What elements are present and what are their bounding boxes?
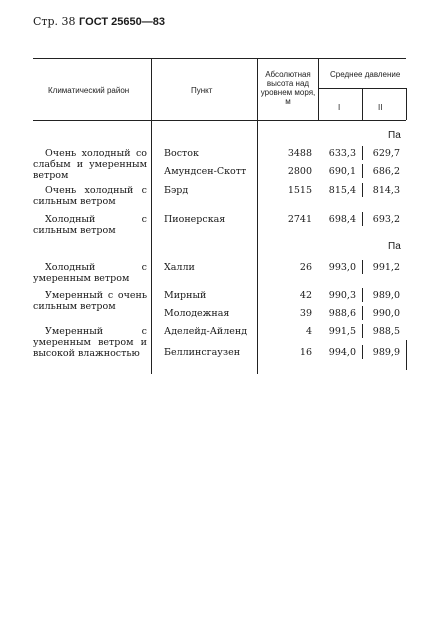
pressure-ii-value: 991,2 — [372, 262, 400, 273]
altitude-value: 39 — [299, 308, 312, 319]
pressure-i-value: 988,6 — [328, 308, 356, 319]
pressure-i-value: 698,4 — [328, 214, 356, 225]
altitude-value: 26 — [299, 262, 312, 273]
column-tick — [362, 288, 363, 302]
pressure-ii-value: 629,7 — [372, 148, 400, 159]
pressure-i-value: 690,1 — [328, 166, 356, 177]
header-bottom-rule — [33, 120, 406, 121]
pressure-i-value: 994,0 — [328, 347, 356, 358]
region-label: Очень холодный с сильным ветром — [33, 185, 147, 207]
pressure-i-value: 991,5 — [328, 326, 356, 337]
pressure-i-value: 815,4 — [328, 185, 356, 196]
region-label: Умеренный с умеренным ветром и высокой влажностью — [33, 326, 147, 359]
altitude-value: 42 — [299, 290, 312, 301]
point-name: Молодежная — [164, 308, 230, 319]
standard-id: ГОСТ 25650—83 — [79, 16, 165, 28]
altitude-value: 1515 — [287, 185, 312, 196]
col-divider-1 — [151, 58, 152, 374]
altitude-value: 2741 — [287, 214, 312, 225]
altitude-value: 16 — [299, 347, 312, 358]
column-tick — [362, 212, 363, 226]
col-divider-5 — [406, 88, 407, 120]
col-header-sub-ii: II — [378, 103, 383, 112]
col-header-region: Климатический район — [48, 86, 130, 95]
column-tick — [362, 146, 363, 160]
column-tick — [362, 345, 363, 359]
col-header-altitude: Абсолютная высота над уровнем моря, м — [260, 70, 316, 106]
point-name: Мирный — [164, 290, 207, 301]
pressure-ii-value: 686,2 — [372, 166, 400, 177]
pressure-i-value: 633,3 — [328, 148, 356, 159]
region-label: Холодный с сильным ветром — [33, 214, 147, 236]
column-tick — [406, 340, 407, 370]
pressure-i-value: 990,3 — [328, 290, 356, 301]
point-name: Восток — [164, 148, 199, 159]
column-tick — [362, 306, 363, 320]
column-tick — [362, 183, 363, 197]
altitude-value: 3488 — [287, 148, 312, 159]
page-header — [33, 15, 165, 28]
col-divider-2 — [257, 58, 258, 374]
point-name: Беллинсгаузен — [164, 347, 241, 358]
region-label: Холодный с умеренным ветром — [33, 262, 147, 284]
page-number: Стр. 38 — [33, 15, 76, 28]
column-tick — [362, 260, 363, 274]
pressure-ii-value: 989,9 — [372, 347, 400, 358]
col-header-point: Пункт — [191, 86, 213, 95]
point-name: Амундсен-Скотт — [164, 166, 247, 177]
unit-label-pa: Па — [388, 241, 401, 252]
column-tick — [362, 324, 363, 338]
point-name: Бэрд — [164, 185, 189, 196]
region-label: Умеренный с очень сильным ветром — [33, 290, 147, 312]
col-divider-4 — [362, 88, 363, 120]
unit-label-pa: Па — [388, 130, 401, 141]
point-name: Халли — [164, 262, 195, 273]
altitude-value: 2800 — [287, 166, 312, 177]
col-header-pressure: Среднее давление — [330, 70, 401, 79]
altitude-value: 4 — [305, 326, 312, 337]
col-divider-3 — [318, 58, 319, 120]
pressure-ii-value: 693,2 — [372, 214, 400, 225]
pressure-ii-value: 988,5 — [372, 326, 400, 337]
column-tick — [362, 164, 363, 178]
region-label: Очень холодный со слабым и умеренным ветром — [33, 148, 147, 181]
point-name: Пионерская — [164, 214, 226, 225]
pressure-i-value: 993,0 — [328, 262, 356, 273]
col-header-sub-i: I — [338, 103, 341, 112]
table-top-rule — [33, 58, 406, 59]
point-name: Аделейд-Айленд — [164, 326, 248, 337]
pressure-ii-value: 814,3 — [372, 185, 400, 196]
pressure-ii-value: 990,0 — [372, 308, 400, 319]
pressure-ii-value: 989,0 — [372, 290, 400, 301]
